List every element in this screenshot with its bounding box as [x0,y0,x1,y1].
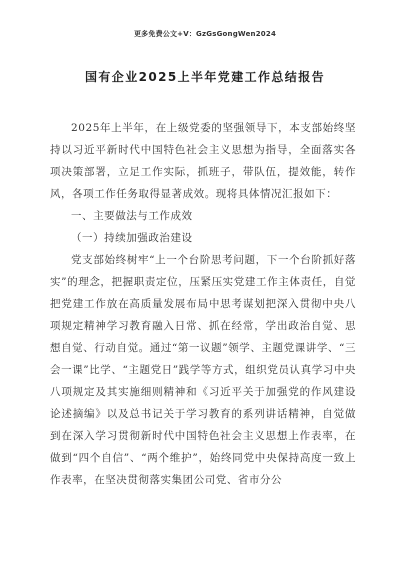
document-body [50,117,356,491]
intro-paragraph: 2025年上半年，在上级党委的坚强领导下，本支部始终坚持以习近平新时代中国特色社会主义思想为指导，全面落实各项决策部署，立足工作实际，抓班子，带队伍，提效能，转作风，各项工作任务取得显著成效。现将具体情况汇报如下： [50,122,356,200]
section-heading: 一、主要做法与工作成效 [71,210,193,222]
subsection-heading: （一）持续加强政治建设 [71,232,193,244]
body-paragraph: 党支部始终树牢“上一个台阶思考问题，下一个台阶抓好落实”的理念，把握职责定位，压紧压实党建工作主体责任，自觉把党建工作放在高质量发展布局中思考谋划把深入贯彻中央八项规定精神学习教育融入日常、抓在经常，学出政治自觉、思想自觉、行动自觉。通过“第一议题”领学、主题党课讲学、“三会一课”比学、“主题党日”践学等方式，组织党员认真学习中央八项规定及其实施细则精神和《习近平关于加强党的作风建设论述摘编》以及总书记关于学习教育的系列讲话精神，自觉做到在深入学习贯彻新时代中国特色社会主义思想上作表率，在做到“四个自信”、“两个维护”，始终同党中央保持高度一致上作表率，在坚决贯彻落实集团公司党、省市分公 [50,254,356,486]
document-title: 国有企业2025上半年党建工作总结报告 [85,70,325,84]
header-note: 更多免费公文+V：GzGsGongWen2024 [133,30,277,38]
